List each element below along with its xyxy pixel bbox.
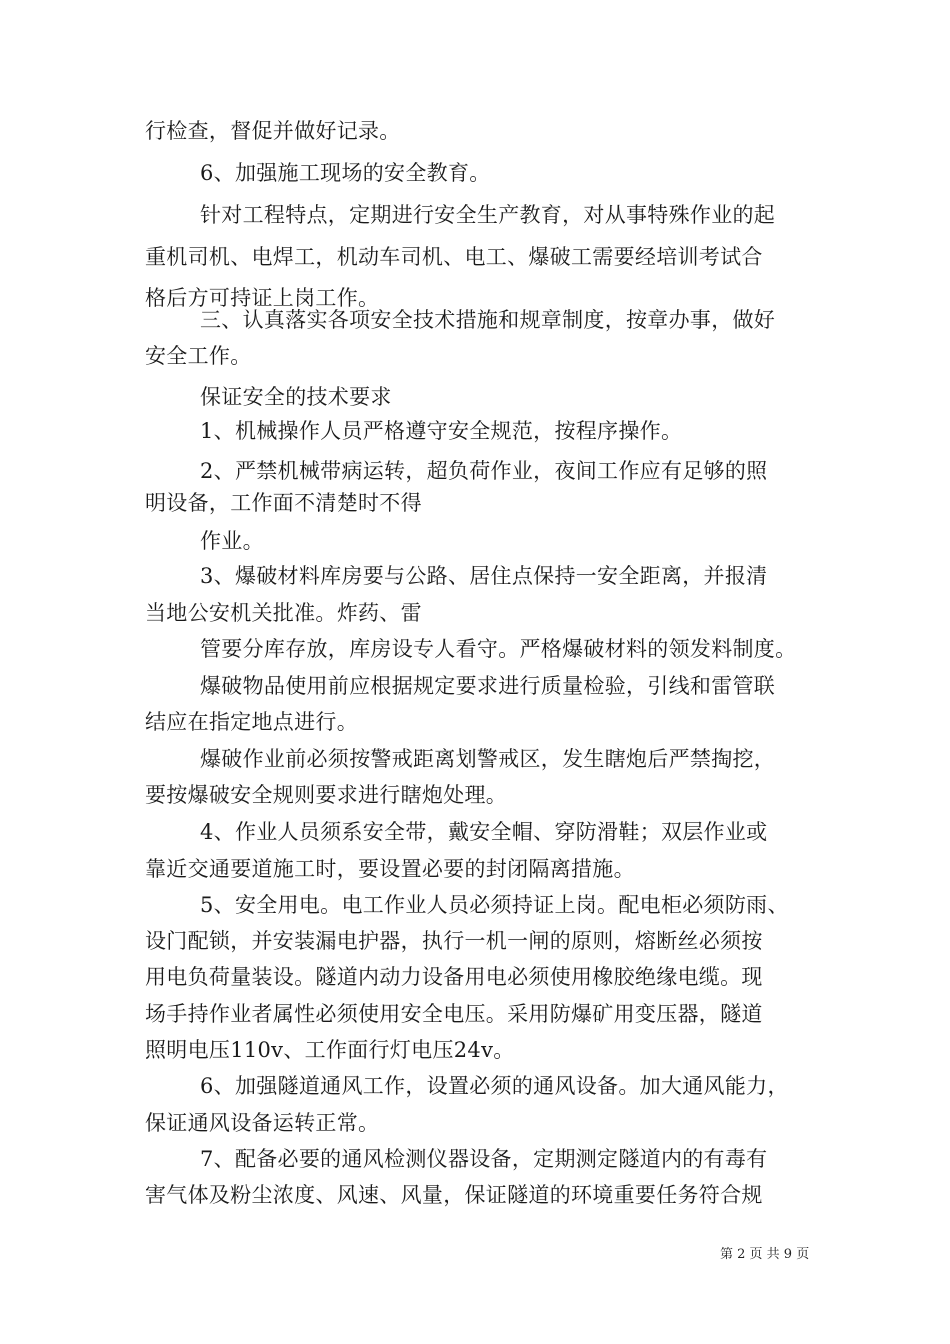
text-line: 明设备，工作面不清楚时不得 [145,491,422,515]
text-line: 6、加强施工现场的安全教育。 [200,161,491,185]
text-line: 作业。 [200,529,264,553]
text-line: 格后方可持证上岗工作。 [145,286,380,310]
text-line: 4、作业人员须系安全带，戴安全帽、穿防滑鞋；双层作业或 [200,820,768,844]
text-line: 靠近交通要道施工时，要设置必要的封闭隔离措施。 [145,857,635,881]
text-line: 照明电压110v、工作面行灯电压24v。 [145,1038,515,1062]
text-line: 行检查，督促并做好记录。 [145,119,401,143]
text-line: 要按爆破安全规则要求进行瞎炮处理。 [145,783,508,807]
text-line: 设门配锁，并安装漏电护器，执行一机一闸的原则，熔断丝必须按 [145,929,763,953]
text-line: 三、认真落实各项安全技术措施和规章制度，按章办事，做好 [200,308,776,332]
text-line: 针对工程特点，定期进行安全生产教育，对从事特殊作业的起 [200,203,776,227]
text-line: 场手持作业者属性必须使用安全电压。采用防爆矿用变压器，隧道 [145,1002,763,1026]
text-line: 保证通风设备运转正常。 [145,1111,380,1135]
text-line: 安全工作。 [145,344,252,368]
text-line: 3、爆破材料库房要与公路、居住点保持一安全距离，并报清 [200,564,768,588]
text-line: 当地公安机关批准。炸药、雷 [145,601,422,625]
text-line: 爆破物品使用前应根据规定要求进行质量检验，引线和雷管联 [200,674,776,698]
text-line: 重机司机、电焊工，机动车司机、电工、爆破工需要经培训考试合 [145,245,763,269]
text-line: 爆破作业前必须按警戒距离划警戒区，发生瞎炮后严禁掏挖， [200,747,776,771]
text-line: 1、机械操作人员严格遵守安全规范，按程序操作。 [200,419,683,443]
page-number: 第 2 页 共 9 页 [720,1247,810,1262]
text-line: 7、配备必要的通风检测仪器设备，定期测定隧道内的有毒有 [200,1147,768,1171]
text-line: 5、安全用电。电工作业人员必须持证上岗。配电柜必须防雨、 [200,893,789,917]
text-line: 6、加强隧道通风工作，设置必须的通风设备。加大通风能力， [200,1074,789,1098]
text-line: 保证安全的技术要求 [200,385,392,409]
text-line: 害气体及粉尘浓度、风速、风量，保证隧道的环境重要任务符合规 [145,1183,763,1207]
text-line: 管要分库存放，库房设专人看守。严格爆破材料的领发料制度。 [200,637,797,661]
text-line: 结应在指定地点进行。 [145,710,358,734]
text-line: 用电负荷量装设。隧道内动力设备用电必须使用橡胶绝缘电缆。现 [145,965,763,989]
text-line: 2、严禁机械带病运转，超负荷作业，夜间工作应有足够的照 [200,459,768,483]
